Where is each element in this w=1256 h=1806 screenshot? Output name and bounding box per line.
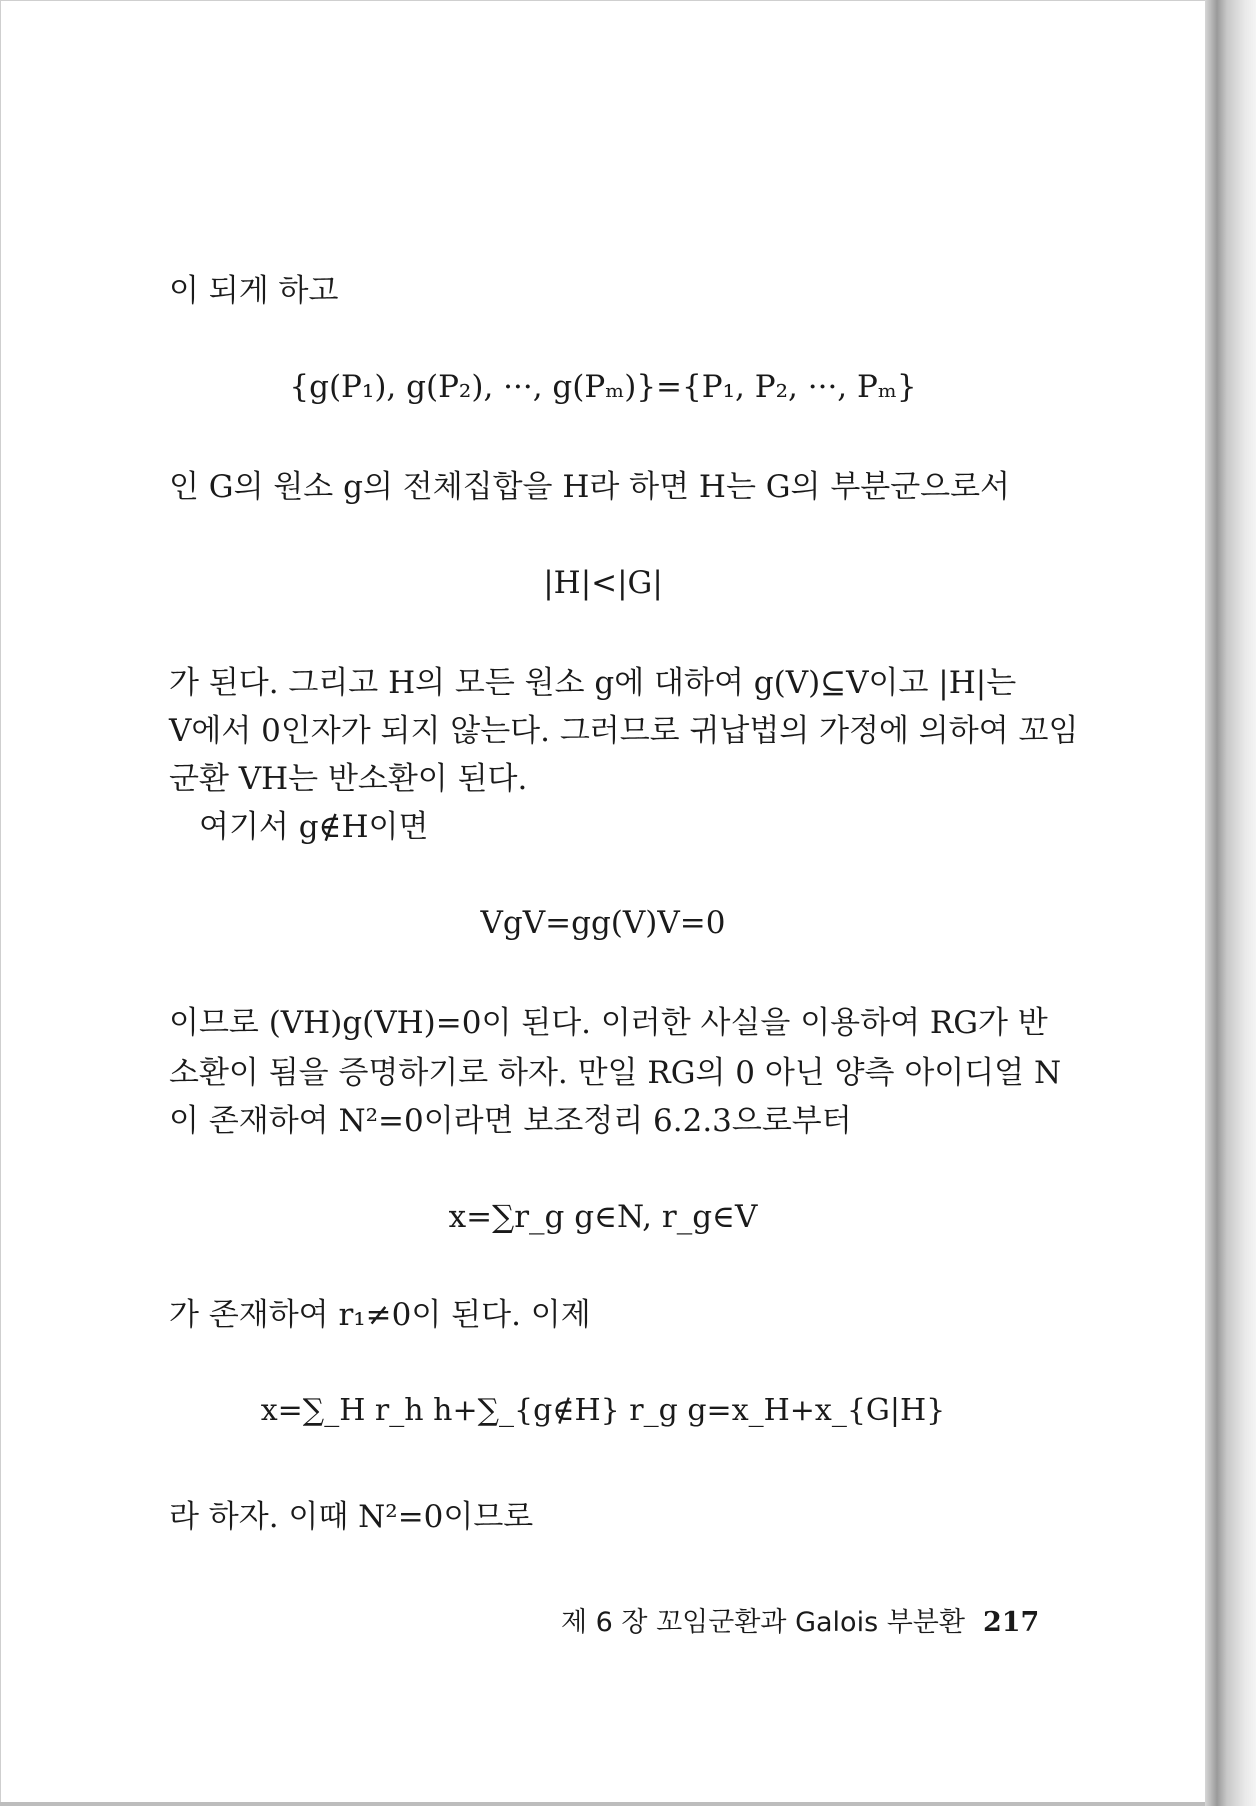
- text-line-9: 이 존재하여 N²=0이라면 보조정리 6.2.3으로부터: [169, 1103, 852, 1139]
- text-line-6: 여기서 g∉H이면: [199, 809, 429, 845]
- equation-x-split: x=∑_H r_h h+∑_{g∉H} r_g g=x_H+x_{G|H}: [260, 1393, 946, 1428]
- text-line-5: 군환 VH는 반소환이 된다.: [169, 761, 528, 797]
- equation-order-inequality: |H|<|G|: [543, 565, 663, 601]
- text-line-8: 소환이 됨을 증명하기로 하자. 만일 RG의 0 아닌 양측 아이디얼 N: [169, 1055, 1062, 1091]
- chapter-heading: 제 6 장 꼬임군환과 Galois 부분환: [561, 1607, 965, 1638]
- equation-permutation: {g(P₁), g(P₂), ···, g(Pₘ)}={P₁, P₂, ···, Pₘ}: [289, 369, 917, 405]
- text-line-10: 가 존재하여 r₁≠0이 된다. 이제: [169, 1297, 591, 1333]
- page-bottom-shadow: [0, 1802, 1205, 1806]
- text-line-7: 이므로 (VH)g(VH)=0이 된다. 이러한 사실을 이용하여 RG가 반: [169, 1005, 1048, 1041]
- equation-x-sum: x=∑r_g g∈N, r_g∈V: [448, 1199, 758, 1235]
- text-line-4: V에서 0인자가 되지 않는다. 그러므로 귀납법의 가정에 의하여 꼬임: [169, 713, 1079, 749]
- equation-vgv: VgV=gg(V)V=0: [480, 905, 726, 941]
- page-footer: [561, 1605, 1039, 1641]
- text-line-1: 이 되게 하고: [169, 273, 339, 309]
- text-line-3: 가 된다. 그리고 H의 모든 원소 g에 대하여 g(V)⊆V이고 |H|는: [169, 665, 1017, 701]
- page-number: 217: [982, 1607, 1040, 1638]
- page-edge-shadow: [1205, 0, 1256, 1806]
- text-line-2: 인 G의 원소 g의 전체집합을 H라 하면 H는 G의 부분군으로서: [169, 469, 1010, 505]
- text-line-11: 라 하자. 이때 N²=0이므로: [169, 1499, 534, 1535]
